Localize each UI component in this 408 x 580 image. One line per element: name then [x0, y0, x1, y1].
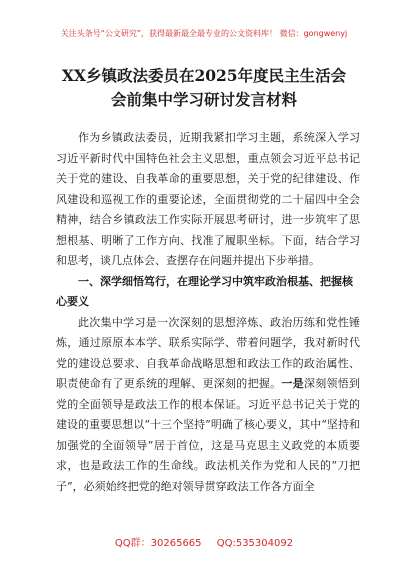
section-1-paragraph	[56, 313, 360, 498]
document-title	[0, 64, 408, 112]
qq-number: QQ:535304092	[216, 538, 294, 549]
document-body	[56, 128, 360, 497]
intro-paragraph: 作为乡镇政法委员，近期我紧扣学习主题，系统深入学习习近平新时代中国特色社会主义思想，重点领会习近平总书记关于党的建设、自我革命的重要思想，关于党的纪律建设、作风建设和巡视工作的重要论述，全面贯彻党的二十届四中全会精神，结合乡镇政法工作实际开展思考研讨，进一步筑牢了思想根基、明晰了工作方向、找准了履职坐标。下面，结合学习和思考，谈几点体会、查摆存在问题并提出下步举措。	[56, 131, 360, 267]
section-1-text-after: 深刻领悟到党的全面领导是政法工作的根本保证。习近平总书记关于党的建设的重要思想以“十三个坚持”明确了核心要义，其中“坚持和加强党的全面领导”居于首位，这是马克思主义政党的本质要求，也是政法工作的生命线。政法机关作为党和人民的“刀把子”，必须始终把党的绝对领导贯穿政法工作各方面全	[56, 377, 361, 493]
section-heading-1: 一、深学细悟笃行，在理论学习中筑牢政治根基、把握核心要义	[56, 274, 353, 308]
header-banner: 关注头条号“公文研究”，获得最新最全最专业的公文资料库！ 微信：gongwenyj	[60, 29, 348, 38]
qq-group: QQ群：30265665	[114, 538, 202, 549]
footer-contact	[0, 534, 408, 549]
title-line-2: 会前集中学习研讨发言材料	[110, 90, 297, 109]
title-line-1: XX乡镇政法委员在2025年度民主生活会	[61, 66, 347, 85]
point-marker-1: 一是	[281, 377, 304, 390]
section-1-text-before: 此次集中学习是一次深刻的思想淬炼、政治历练和党性锤炼，通过原原本本学、联系实际学、带着问题学，我对新时代党的建设总要求、自我革命战略思想和政法工作的政治属性、职责使命有了更系统的理解、更深刻的把握。	[56, 315, 360, 390]
